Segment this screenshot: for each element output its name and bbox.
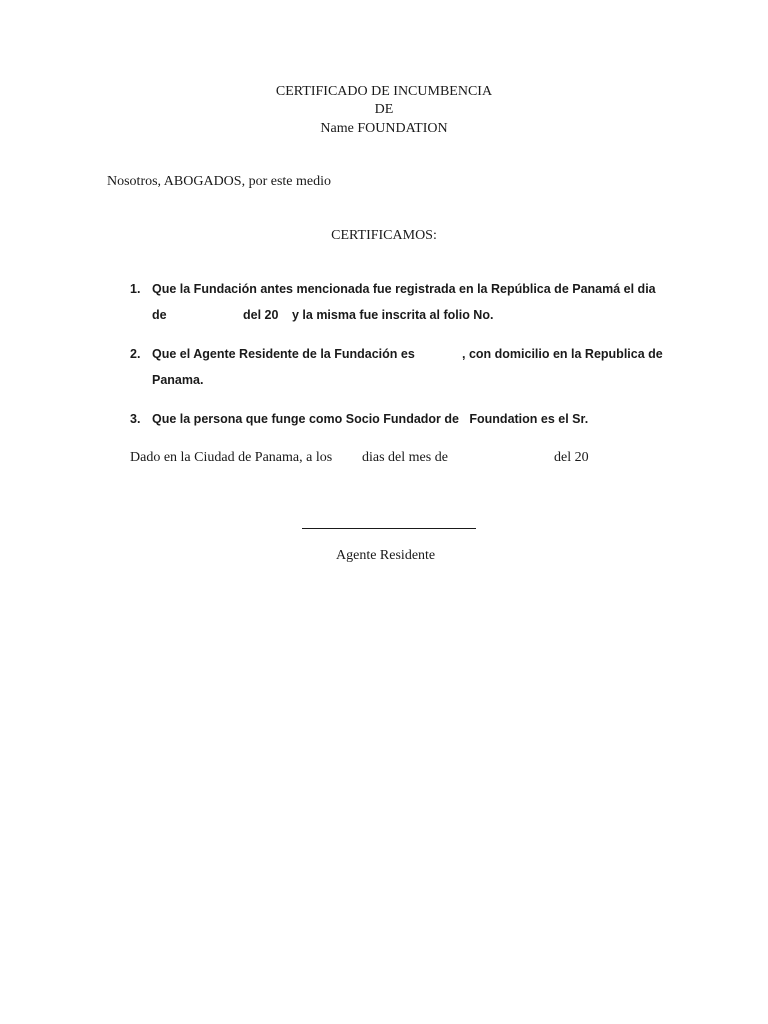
title-line-1: CERTIFICADO DE INCUMBENCIA — [275, 84, 493, 99]
list-item-text: del 20 — [243, 308, 279, 322]
list-item-text: Panama. — [152, 373, 204, 387]
closing-text: Dado en la Ciudad de Panama, a los — [130, 450, 333, 465]
list-item-number: 2. — [130, 347, 141, 361]
signature-line — [302, 528, 476, 529]
list-item-text: Que la persona que funge como Socio Fundador de Foundation es el Sr. — [152, 412, 589, 426]
title-line-2: DE — [374, 102, 394, 117]
list-item-number: 1. — [130, 282, 141, 296]
list-item-text: Que el Agente Residente de la Fundación es — [152, 347, 415, 361]
signature-label: Agente Residente — [336, 548, 436, 563]
intro-text: Nosotros, ABOGADOS, por este medio — [107, 174, 331, 189]
list-item-text: Que la Fundación antes mencionada fue registrada en la República de Panamá el dia — [152, 282, 656, 296]
list-item-text: de — [152, 308, 167, 322]
list-item-text: , con domicilio en la Republica de — [462, 347, 663, 361]
list-item-text: y la misma fue inscrita al folio No. — [292, 308, 494, 322]
certify-heading: CERTIFICAMOS: — [331, 228, 437, 243]
closing-text: del 20 — [554, 450, 589, 465]
closing-text: dias del mes de — [362, 450, 448, 465]
title-line-3: Name FOUNDATION — [320, 121, 448, 136]
list-item-number: 3. — [130, 412, 141, 426]
